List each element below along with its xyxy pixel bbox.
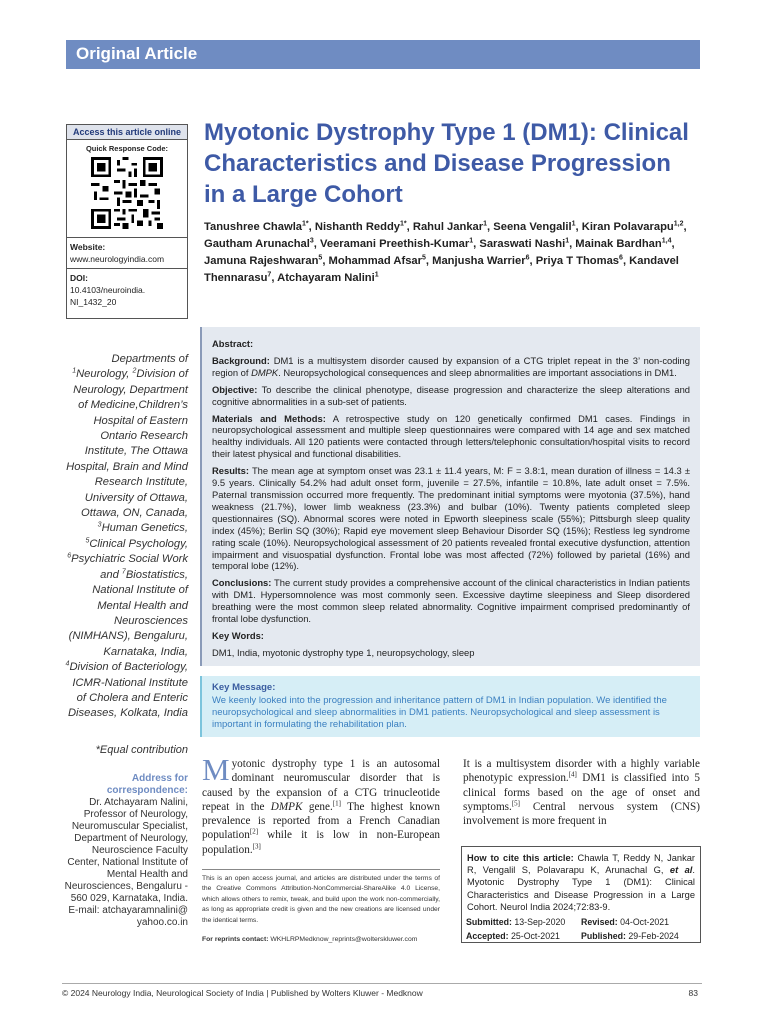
article-type-label: Original Article — [76, 44, 198, 63]
body-column-1 — [202, 752, 440, 857]
published-label: Published: — [581, 931, 626, 941]
key-message-heading: Key Message: — [212, 682, 276, 693]
cite-text: Chawla T, Reddy N, Jankar R, Vengalil S, Polavarapu K, Arunachal G, et al. Myotonic Dystrophy Type 1 (DM1): Clinical Characteristics and Disease Progression in a Large Cohort. Neurol India 2024;72:83-9. — [467, 853, 695, 912]
license-text: This is an open access journal, and articles are distributed under the terms of the Creative Commons Attribution-NonCommercial-ShareAlike 4.0 License, which allows others to remix, tweak, and build upon the work non-commercially, as long as appropriate credit is given and the new creations are licensed under the identical terms. — [202, 875, 440, 924]
background-text: DM1 is a multisystem disorder caused by expansion of a CTG triplet repeat in the 3’ non-coding region of DMPK. Neuropsychological consequences and sleep abnormalities are important associations in DM1. — [212, 354, 690, 378]
correspondence-heading-line1: Address for — [131, 773, 188, 784]
drop-cap: M — [202, 752, 230, 787]
website-label: Website: — [70, 242, 106, 252]
doi-section — [67, 268, 187, 311]
page-number: 83 — [688, 988, 698, 998]
article-dates — [466, 915, 696, 943]
access-header: Access this article online — [67, 125, 187, 140]
reprints-contact — [202, 936, 452, 943]
correspondence-heading-line2: correspondence: — [106, 785, 188, 796]
revised-date: 04-Oct-2021 — [617, 917, 670, 927]
doi-label: DOI: — [70, 273, 88, 283]
accepted-date: 25-Oct-2021 — [508, 931, 560, 941]
qr-label: Quick Response Code: — [85, 144, 169, 153]
abstract-results — [212, 465, 690, 572]
keywords-text: DM1, India, myotonic dystrophy type 1, neuropsychology, sleep — [212, 646, 475, 658]
cite-label: How to cite this article: — [467, 853, 574, 863]
accepted-label: Accepted: — [466, 931, 509, 941]
abstract-box — [200, 327, 700, 666]
methods-label: Materials and Methods: — [212, 412, 326, 424]
correspondence-heading — [62, 773, 188, 797]
reprints-email[interactable]: WKHLRPMedknow_reprints@wolterskluwer.com — [268, 936, 418, 943]
results-label: Results: — [212, 465, 249, 477]
equal-contribution-note: *Equal contribution — [95, 744, 188, 756]
key-message-box — [200, 676, 700, 737]
body-column-2: It is a multisystem disorder with a highly variable phenotypic expression.[4] DM1 is classified into 5 clinical forms based on the age of onset and symptoms.[5] Central nervous system (CNS) involvement is more frequent in — [463, 758, 700, 828]
footer-copyright: © 2024 Neurology India, Neurological Society of India | Published by Wolters Kluwer - Medknow — [62, 988, 423, 998]
access-online-box — [66, 124, 188, 319]
submitted-label: Submitted: — [466, 917, 512, 927]
objective-label: Objective: — [212, 383, 258, 395]
key-message-text: We keenly looked into the progression and inheritance pattern of DM1 in Indian population. We identified the neuropsychological and sleep abnormalities in DM1 patients. Neuropsychological and sleep assessment is important in formulating the rehabilitation plan. — [212, 695, 667, 730]
abstract-methods — [212, 413, 690, 461]
article-title: Myotonic Dystrophy Type 1 (DM1): Clinical Characteristics and Disease Progression in a Large Cohort — [204, 119, 689, 208]
conclusions-label: Conclusions: — [212, 577, 272, 589]
footer-divider — [62, 983, 702, 984]
objective-text: To describe the clinical phenotype, disease progression and characterize the sleep alterations and cognitive abnormalities in a sub-set of patients. — [212, 383, 690, 407]
author-list: Tanushree Chawla$^{1*}$, Nishanth Reddy$^{1*}$, Rahul Jankar$^1$, Seena Vengalil$^1$, Kiran Polavarapu$^{1,2}$, Gautham Arunachal$^3$, Veeramani Preethish-Kumar$^1$, Saraswati Nashi$^1$, Mainak Bardhan$^{1,4}$, Jamuna Rajeshwaran$^5$, Mohammad Afsar$^5$, Manjusha Warrier$^6$, Priya T Thomas$^6$, Kandavel Thennarasu$^7$, Atchayaram Nalini$^1$ — [204, 220, 687, 284]
article-type-banner — [66, 40, 700, 69]
correspondence-address: Dr. Atchayaram Nalini, Professor of Neurology, Neuromuscular Specialist, Department of Neurology, Neuroscience Faculty Center, National Institute of Mental Health and Neurosciences, Bengaluru - 560 029, Karnataka, India. E-mail: atchayaramnalini@ yahoo.co.in — [64, 797, 188, 928]
methods-text: A retrospective study on 120 genetically confirmed DM1 cases. Findings in neuropsychological assessment and multiple sleep questionnaires were compared with 14 age and sex matched healthy individuals. All 120 patients were contacted through letters/telephonic consultation/hospital visits to record their latest physical and functional disabilities. — [212, 412, 690, 460]
abstract-heading: Abstract: — [212, 338, 254, 349]
reprints-label: For reprints contact: — [202, 936, 269, 943]
affiliations: Departments of $^1$Neurology, $^2$Division of Neurology, Department of Medicine,Children’s Hospital of Eastern Ontario Research Institute, The Ottawa Hospital, Brain and Mind Research Institute, University of Ottawa, Ottawa, ON, Canada, $^3$Human Genetics, $^5$Clinical Psychology, $^6$Psychiatric Social Work and $^7$Biostatistics, National Institute of Mental Health and Neurosciences (NIMHANS), Bengaluru, Karnataka, India, $^4$Division of Bacteriology, ICMR-National Institute of Cholera and Enteric Diseases, Kolkata, India — [65, 353, 188, 720]
abstract-conclusions — [212, 577, 690, 625]
abstract-objective — [212, 384, 690, 408]
license-divider — [202, 869, 440, 870]
conclusions-text: The current study provides a comprehensive account of the clinical characteristics in Indian patients with DM1. Hypersomnolence was most commonly seen. Excessive daytime sleepiness and Sleep disordered breathing were the most common sleep related abnormality. Cognitive impairment comprised predominantly of frontal lobe dysfunction. — [212, 577, 690, 625]
doi-value-line2[interactable]: NI_1432_20 — [70, 297, 117, 307]
revised-label: Revised: — [581, 917, 618, 927]
body-col1-text: yotonic dystrophy type 1 is an autosomal dominant neuromuscular disorder that is caused by the expansion of a CTG trinucleotide repeat in the DMPK gene.[1] The highest known prevalence is reported from a French Canadian population[2] while it is low in non-European population.[3] — [202, 758, 440, 856]
website-link[interactable]: www.neurologyindia.com — [70, 254, 165, 264]
published-date: 29-Feb-2024 — [625, 931, 679, 941]
doi-value-line1[interactable]: 10.4103/neuroindia. — [70, 285, 146, 295]
keywords-label: Key Words: — [212, 629, 264, 641]
background-label: Background: — [212, 354, 270, 366]
results-text: The mean age at symptom onset was 23.1 ± 11.4 years, M: F = 3.8:1, mean duration of illness = 14.3 ± 9.5 years. Clinically 54.2% had adult onset form, juvenile = 27.5%, infantile = 10.8%, late adult onset = 7.5%. Paternal transmission occurred more frequently. The predominant initial symptoms were myotonia (37.5%), hand weakness (21.7%), lower limb weakness (23.3%) and bulbar (10%). Twenty patients completed sleep questionnaires (SQ). Abnormal scores were noted in Epworth sleepiness scale (55%); Pittsburgh sleep quality index (45%); Berlin SQ (30%); Rapid eye movement sleep Behaviour Disorder SQ (15%); Restless leg syndrome rating scale (10%). Neuropsychological assessment of 20 patients revealed frontal executive dysfunction, attention impairment and visuospatial dysfunction. Frontal lobe was most affected (72%) followed by parietal (16%) and temporal lobe (12%). — [212, 465, 690, 572]
qr-code-icon — [91, 157, 163, 229]
submitted-date: 13-Sep-2020 — [511, 917, 566, 927]
abstract-background — [212, 355, 690, 379]
website-section — [67, 237, 187, 268]
